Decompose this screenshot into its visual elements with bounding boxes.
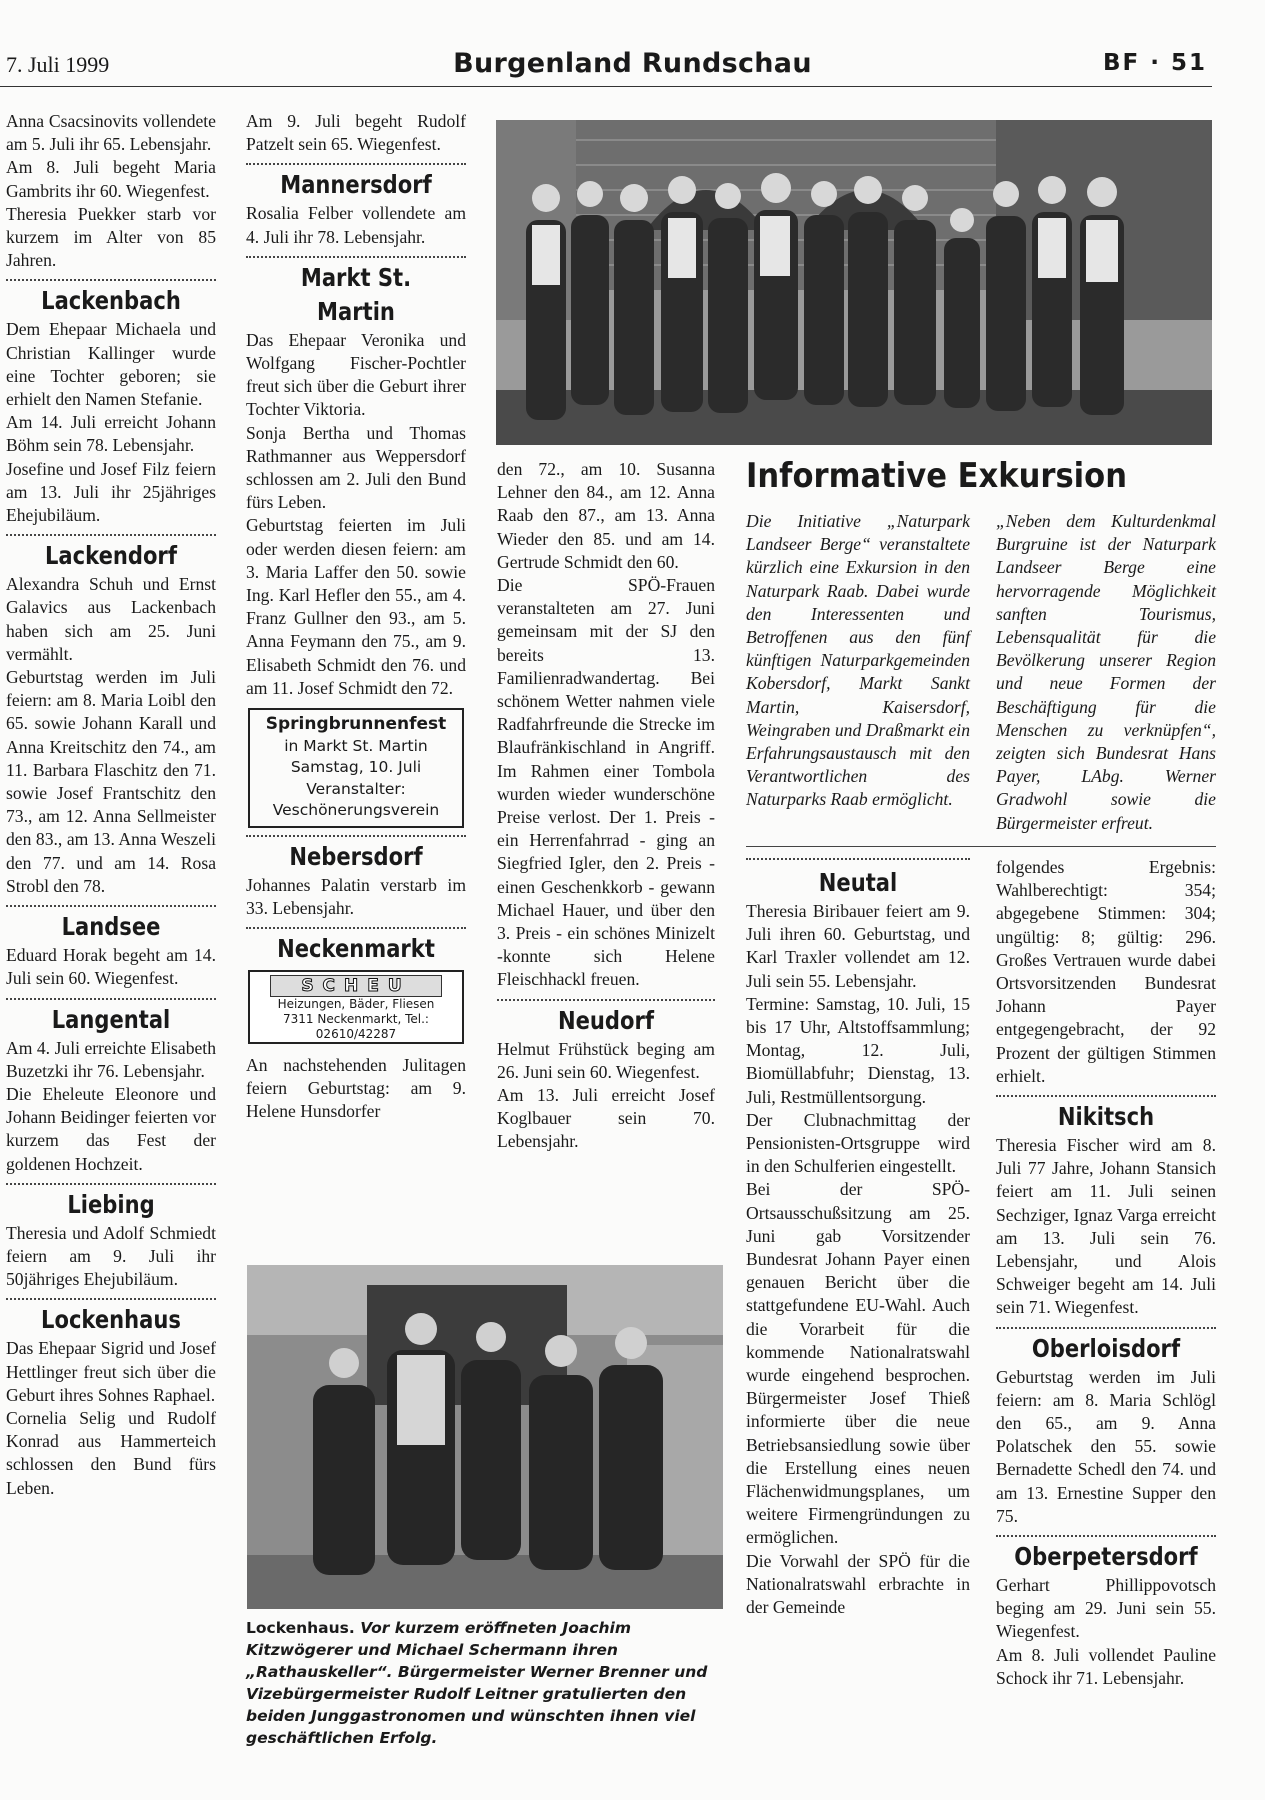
dotted-separator [246, 256, 466, 258]
ad-line: Springbrunnenfest [265, 714, 447, 735]
business-ad-scheu [248, 970, 464, 1044]
ad-line: 7311 Neckenmarkt, Tel.: 02610/42287 [283, 1011, 429, 1041]
paragraph: Helmut Frühstück beging am 26. Juni sein 60. Wiegenfest. [497, 1038, 715, 1082]
lead-separator [746, 846, 1216, 847]
photo-caption [246, 1617, 724, 1749]
page-number: BF · 51 [1102, 50, 1207, 76]
paragraph: Theresia Puekker starb vor kurzem im Alter von 85 Jahren. [6, 203, 216, 271]
paragraph: Anna Csacsinovits vollendete am 5. Juli ihr 65. Lebensjahr. [6, 111, 216, 155]
header-rule [0, 86, 1212, 87]
paragraph: Termine: Samstag, 10. Juli, 15 bis 17 Uhr, Altstoffsammlung; Montag, 12. Juli, Biomüllabfuhr; Dienstag, 13. Juli, Restmüllentsorgung. [746, 993, 970, 1107]
paragraph: den 72., am 10. Susanna Lehner den 84., am 12. Anna Raab den 87., am 13. Anna Wieder den 85. und am 14. Gertrude Schmidt den 60. [497, 459, 715, 572]
paragraph: Die SPÖ-Frauen veranstalteten am 27. Juni gemeinsam mit der SJ den bereits 13. Familienradwandertag. Bei schönem Wetter nahmen viele Radfahrfreunde die Strecke im Blaufränkischland in Angriff. Im Rahmen einer Tombola wurden wieder wunderschöne Preise verlost. Der 1. Preis - ein Herrenfahrrad - ging an Siegfried Igler, den 2. Preis - einen Geschenkkorb - gewann Michael Hauer, und über den 3. Preis - ein schönes Minizelt -konnte sich Helene Fleischhackl freuen. [497, 575, 715, 990]
section-heading-oberpetersdorf: Oberpetersdorf [1014, 1542, 1198, 1572]
paragraph: folgendes Ergebnis: Wahlberechtigt: 354; abgegebene Stimmen: 304; ungültig: 8; gültig: 296. Großes Vertrauen wurde dabei Ortsvorsitzenden Bundesrat Johann Payer entgegengebracht, der 92 Prozent der gültigen Stimmen erhielt. [996, 857, 1216, 1086]
group-photo-illustration [496, 120, 1212, 445]
ad-line: Veranstalter: [306, 779, 406, 798]
column-2 [246, 110, 466, 1124]
dotted-separator [6, 1298, 216, 1300]
dotted-separator [996, 1095, 1216, 1097]
column-4 [746, 866, 970, 1619]
section-heading-lackendorf: Lackendorf [44, 541, 177, 571]
paragraph: Sonja Bertha und Thomas Rathmanner aus Weppersdorf schlossen am 2. Juli den Bund fürs Leben. [246, 422, 466, 513]
paragraph: Geburtstag werden im Juli feiern: am 8. Maria Schlögl den 65., am 9. Anna Polatschek den 55. sowie Bernadette Schedl den 74. und am 13. Ernestine Supper den 75. [996, 1366, 1216, 1526]
paragraph: Theresia Fischer wird am 8. Juli 77 Jahre, Johann Stansich feiert am 11. Juli seinen Sechziger, Ignaz Varga erreicht am 13. Juli sein 76. Lebensjahr, und Alois Schweiger begeht am 14. Juli sein 71. Wiegenfest. [996, 1135, 1216, 1318]
section-heading-lockenhaus: Lockenhaus [41, 1305, 181, 1335]
ad-logo: SCHEU [270, 975, 442, 997]
section-heading-liebing: Liebing [67, 1189, 155, 1219]
paragraph: Cornelia Selig und Rudolf Konrad aus Hammerteich schlossen den Bund fürs Leben. [6, 1407, 216, 1498]
caption-place: Lockenhaus. [246, 1619, 355, 1637]
paragraph: Die Vorwahl der SPÖ für die Nationalratswahl erbrachte in der Gemeinde [746, 1550, 970, 1618]
paragraph: Eduard Horak begeht am 14. Juli sein 60. Wiegenfest. [6, 945, 216, 989]
paragraph: Am 8. Juli vollendet Pauline Schock ihr 71. Lebensjahr. [996, 1644, 1216, 1688]
neutal-dotted-rule [746, 858, 970, 860]
lockenhaus-photo-illustration [247, 1265, 723, 1609]
dotted-separator [246, 163, 466, 165]
section-heading-nikitsch: Nikitsch [1057, 1102, 1155, 1132]
paragraph: Die Eheleute Eleonore und Johann Beidinger feierten vor kurzem das Fest der goldenen Hochzeit. [6, 1083, 216, 1174]
paragraph: Der Clubnachmittag der Pensionisten-Ortsgruppe wird in den Schulferien eingestellt. [746, 1109, 970, 1177]
dotted-separator [6, 534, 216, 536]
paragraph: Theresia Biribauer feiert am 9. Juli ihren 60. Geburtstag, und Karl Traxler vollendet am 12. Juli sein 55. Lebensjahr. [746, 901, 970, 991]
lockenhaus-photo [247, 1265, 723, 1609]
dotted-separator [246, 927, 466, 929]
section-heading-nebersdorf: Nebersdorf [289, 841, 423, 871]
column-3 [497, 458, 715, 1154]
section-heading-mannersdorf: Mannersdorf [280, 170, 432, 200]
lead-text-right [996, 510, 1216, 835]
section-heading-landsee: Landsee [61, 912, 161, 942]
column-5 [996, 856, 1216, 1690]
lead-right-paragraph: „Neben dem Kulturdenkmal Burgruine ist der Naturpark Landseer Berge eine hervorragende Möglichkeit sanften Tourismus, Lebensqualität für die Bevölkerung unserer Region und neue Formen der Beschäftigung für die Menschen zu verknüpfen“, zeigten sich Bundesrat Hans Payer, LAbg. Werner Gradwohl sowie die Bürgermeister erfreut. [996, 511, 1216, 833]
ad-line: Samstag, 10. Juli [290, 758, 422, 777]
column-1 [6, 110, 216, 1500]
dotted-separator [6, 998, 216, 1000]
caption-text: Vor kurzem eröffneten Joachim Kitzwögerer und Michael Schermann ihren „Rathauskeller“. Bürgermeister Werner Brenner und Vizebürgermeister Rudolf Leitner gratulierten den beiden Junggastronomen und wünschten ihnen viel geschäftlichen Erfolg. [246, 1619, 708, 1747]
issue-date: 7. Juli 1999 [6, 52, 110, 77]
section-heading-langental: Langental [51, 1004, 171, 1034]
paragraph: Am 14. Juli erreicht Johann Böhm sein 78. Lebensjahr. [6, 412, 216, 456]
paragraph: Rosalia Felber vollendete am 4. Juli ihr 78. Lebensjahr. [246, 203, 466, 247]
paragraph: Das Ehepaar Sigrid und Josef Hettlinger freut sich über die Geburt ihres Sohnes Raphael. [6, 1338, 216, 1405]
headline-informative-exkursion: Informative Exkursion [746, 456, 1127, 496]
paragraph: Dem Ehepaar Michaela und Christian Kallinger wurde eine Tochter geboren; sie erhielt den Namen Stefanie. [6, 319, 216, 410]
section-heading-lackenbach: Lackenbach [41, 286, 181, 316]
event-ad-box [248, 708, 464, 828]
ad-line: in Markt St. Martin [284, 736, 428, 755]
ad-line: Veschönerungsverein [272, 801, 440, 820]
section-heading-oberloisdorf: Oberloisdorf [1031, 1333, 1181, 1363]
dotted-separator [6, 905, 216, 907]
paragraph: Am 8. Juli begeht Maria Gambrits ihr 60. Wiegenfest. [6, 157, 216, 201]
section-heading-neudorf: Neudorf [557, 1005, 655, 1035]
newspaper-title: Burgenland Rundschau [453, 48, 812, 79]
paragraph: Alexandra Schuh und Ernst Galavics aus Lackenbach haben sich am 25. Juni vermählt. [6, 574, 216, 664]
section-heading-neckenmarkt: Neckenmarkt [277, 933, 435, 963]
lead-text-left [746, 510, 970, 812]
paragraph: Theresia und Adolf Schmiedt feiern am 9. Juli ihr 50jähriges Ehejubiläum. [6, 1222, 216, 1290]
dotted-separator [246, 835, 466, 837]
ad-line: Heizungen, Bäder, Fliesen [277, 996, 435, 1011]
paragraph: Josefine und Josef Filz feiern am 13. Juli ihr 25jähriges Ehejubiläum. [6, 458, 216, 526]
dotted-separator [996, 1327, 1216, 1329]
paragraph: Am 9. Juli begeht Rudolf Patzelt sein 65. Wiegenfest. [246, 111, 466, 155]
paragraph: Gerhart Phillippovotsch beging am 29. Juni sein 55. Wiegenfest. [996, 1575, 1216, 1642]
section-heading-neutal: Neutal [818, 868, 898, 897]
dotted-separator [996, 1535, 1216, 1537]
paragraph: Johannes Palatin verstarb im 33. Lebensjahr. [246, 874, 466, 918]
paragraph: An nachstehenden Julitagen feiern Geburtstag: am 9. Helene Hunsdorfer [246, 1054, 466, 1122]
paragraph: Geburtstag feierten im Juli oder werden diesen feiern: am 3. Maria Laffer den 50. sowie Ing. Karl Hefler den 55., am 4. Franz Gullner den 93., am 5. Anna Feymann den 75., am 9. Elisabeth Schmidt den 76. und am 11. Josef Schmidt den 72. [246, 515, 466, 698]
paragraph: Bei der SPÖ-Ortsausschußsitzung am 25. Juni gab Vorsitzender Bundesrat Johann Payer einen genauen Bericht über die stattgefundene EU-Wahl. Auch die Vorarbeit für die kommende Nationalratswahl wurde eingehend besprochen. Bürgermeister Josef Thieß informierte über die neue Betriebsansiedlung sowie über die Erstellung eines neuen Flächenwidmungsplanes, um weitere Firmengründungen zu ermöglichen. [746, 1179, 970, 1548]
paragraph: Geburtstag werden im Juli feiern: am 8. Maria Loibl den 65. sowie Johann Karall und Anna Kreitschitz den 74., am 11. Barbara Flaschitz den 71. sowie Josef Frantschitz den 73., am 12. Anna Sellmeister den 83., am 13. Anna Weszeli den 77. und am 14. Rosa Strobl den 78. [6, 667, 216, 896]
section-heading-markt-st-martin: Markt St. Martin [300, 262, 412, 326]
paragraph: Am 4. Juli erreichte Elisabeth Buzetzki ihr 76. Lebensjahr. [6, 1037, 216, 1081]
dotted-separator [6, 1183, 216, 1185]
paragraph: Das Ehepaar Veronika und Wolfgang Fischer-Pochtler freut sich über die Geburt ihrer Tochter Viktoria. [246, 329, 466, 420]
dotted-separator [497, 999, 715, 1001]
lead-left-paragraph: Die Initiative „Naturpark Landseer Berge“ veranstaltete kürzlich eine Exkursion in den Naturpark Raab. Dabei wurde den Interessenten und Betroffenen aus den fünf künftigen Naturparkgemeinden Kobersdorf, Markt Sankt Martin, Kaisersdorf, Weingraben und Draßmarkt ein Erfahrungsaustausch mit den Verantwortlichen des Naturparks Raab ermöglicht. [746, 511, 970, 810]
paragraph: Am 13. Juli erreicht Josef Koglbauer sein 70. Lebensjahr. [497, 1085, 715, 1152]
dotted-separator [6, 279, 216, 281]
group-photo [496, 120, 1212, 445]
